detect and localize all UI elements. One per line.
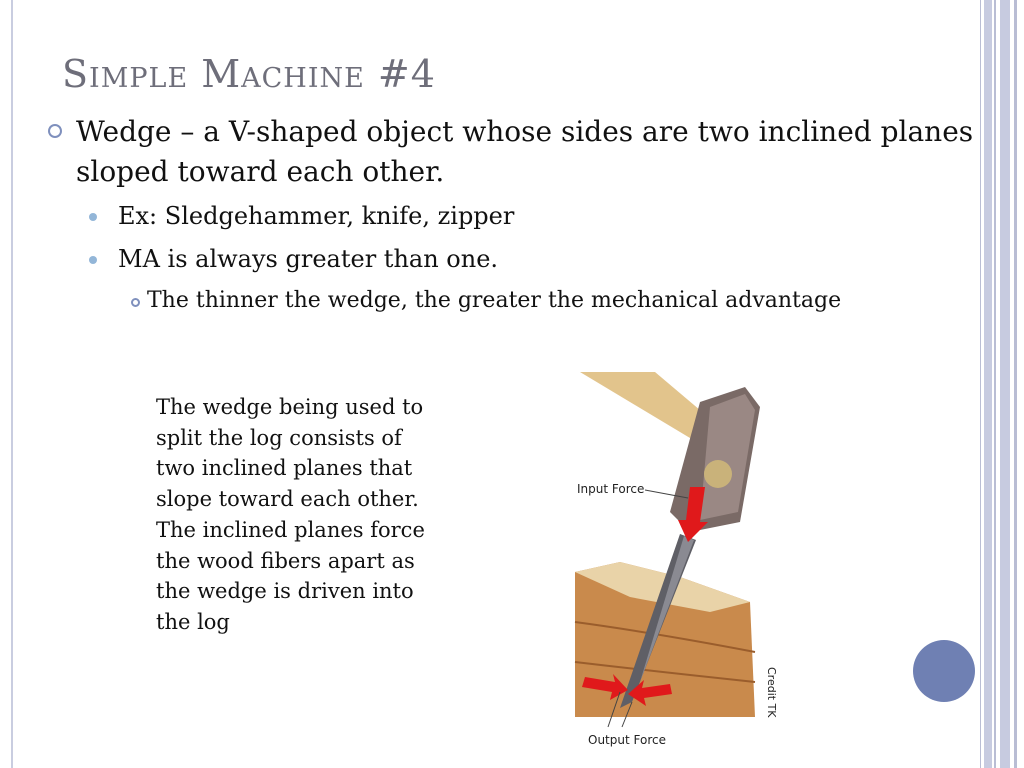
slide-title: Simple Machine #4 <box>62 52 436 96</box>
decorative-circle <box>913 640 975 702</box>
sub-bullet-examples <box>118 201 818 231</box>
sub-bullet-text: Ex: Sledgehammer, knife, zipper <box>118 202 515 230</box>
sub-sub-bullet-text: The thinner the wedge, the greater the mechanical advantage <box>147 288 842 313</box>
sledgehammer-wedge-illustration <box>560 372 790 757</box>
dot-bullet-icon <box>89 256 97 264</box>
sub-bullet-text: MA is always greater than one. <box>118 245 499 273</box>
image-credit: Credit TK <box>765 667 778 718</box>
input-force-label: Input Force <box>577 482 645 496</box>
bullet-main <box>76 112 976 192</box>
output-force-label: Output Force <box>588 733 666 747</box>
bullet-main-text: Wedge – a V-shaped object whose sides are two inclined planes sloped toward each other. <box>76 115 974 188</box>
wedge-caption: The wedge being used to split the log consists of two inclined planes that slope toward each other. The inclined planes force the wood fibers apart as the wedge is driven into the log <box>156 395 425 634</box>
dot-bullet-icon <box>89 213 97 221</box>
sub-sub-bullet <box>147 286 967 316</box>
ring-bullet-icon <box>48 124 62 138</box>
sub-bullet-ma <box>118 244 818 274</box>
wedge-figure <box>560 372 790 757</box>
small-ring-bullet-icon <box>131 298 140 307</box>
slide-left-rule <box>11 0 13 768</box>
slide-decorative-bars <box>980 0 1024 768</box>
